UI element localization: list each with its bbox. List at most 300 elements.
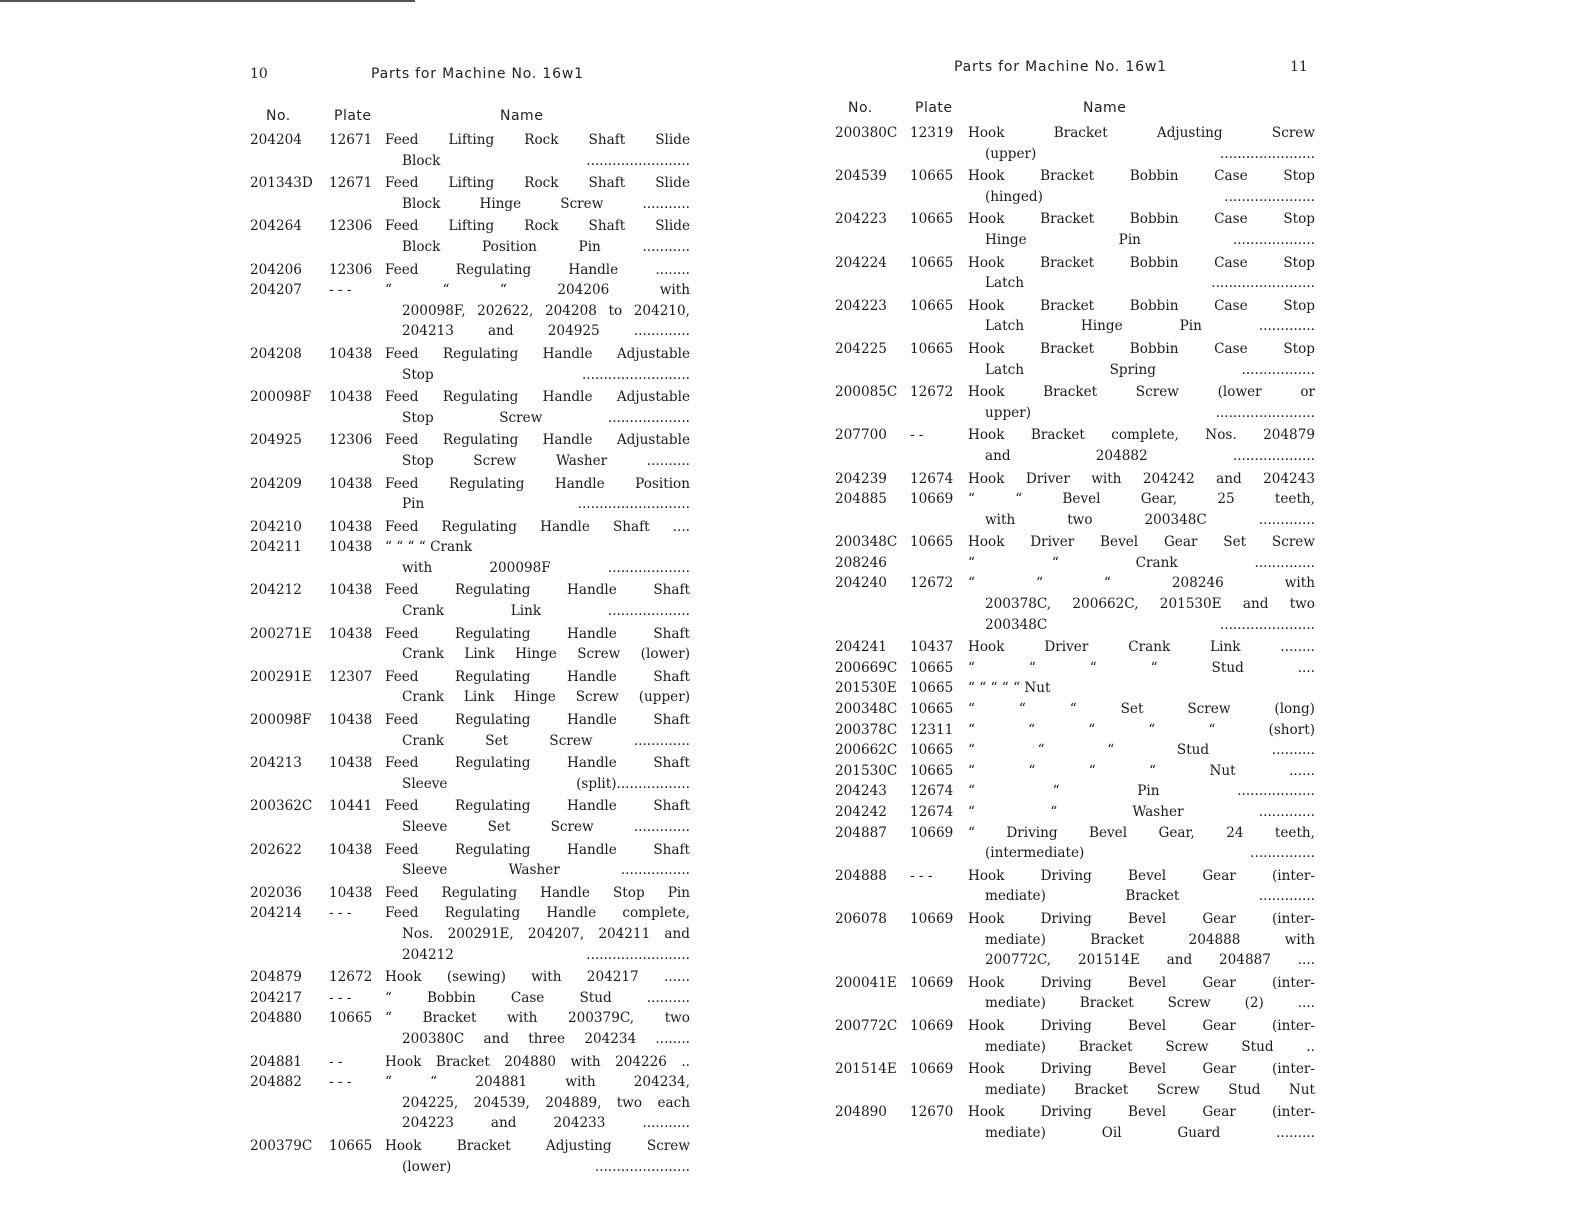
- part-name-line: Feed Regulating Handle Shaft: [385, 755, 690, 772]
- part-number: 200348C: [835, 534, 898, 551]
- plate-number: 10438: [329, 625, 373, 642]
- part-name: [385, 967, 690, 988]
- part-name: [968, 339, 1315, 380]
- part-number: 204213: [250, 755, 302, 772]
- plate-number: 12306: [329, 432, 373, 449]
- part-name: [385, 1052, 690, 1073]
- part-name-line: Block Hinge Screw ...........: [402, 195, 690, 212]
- part-name: [968, 909, 1315, 971]
- part-name-line: Feed Regulating Handle complete,: [385, 905, 690, 922]
- plate-number: 10669: [910, 974, 954, 991]
- part-name-line: Hinge Pin ...................: [985, 231, 1315, 248]
- table-row: [250, 883, 690, 904]
- table-row: [835, 802, 1315, 823]
- part-number: 204204: [250, 132, 302, 148]
- part-number: 208246: [835, 554, 887, 571]
- part-name-line: Feed Regulating Handle Shaft ....: [385, 518, 690, 535]
- part-number: 204239: [835, 470, 887, 487]
- part-number: 204240: [835, 575, 887, 592]
- part-name: [385, 840, 690, 881]
- plate-number: 12672: [910, 384, 954, 401]
- part-name: [385, 173, 690, 214]
- plate-number: 10669: [910, 491, 954, 508]
- plate-number: 10665: [910, 254, 954, 271]
- part-name-line: with two 200348C .............: [985, 511, 1315, 528]
- part-name: [385, 667, 690, 708]
- table-row: [835, 781, 1315, 802]
- table-row: [835, 720, 1315, 741]
- part-name: [385, 280, 690, 342]
- part-name-line: Latch Hinge Pin .............: [985, 318, 1315, 335]
- part-number: 202036: [250, 884, 302, 901]
- part-name-line: Hook Bracket Bobbin Case Stop: [968, 297, 1315, 314]
- part-name-line: 204213 and 204925 .............: [402, 323, 690, 340]
- table-row: [835, 1059, 1315, 1100]
- table-row: [250, 517, 690, 538]
- part-name: [385, 1008, 690, 1049]
- part-name-line: 204223 and 204233 ...........: [402, 1115, 690, 1132]
- plate-number: - -: [329, 1053, 343, 1070]
- part-name: [385, 387, 690, 428]
- part-name: [385, 988, 690, 1009]
- part-name-line: Hook Driving Bevel Gear (inter-: [968, 867, 1315, 884]
- part-name-line: 200378C, 200662C, 201530E and two: [985, 596, 1315, 613]
- part-name: [385, 580, 690, 621]
- part-number: 204881: [250, 1053, 302, 1070]
- part-number: 201530C: [835, 762, 898, 779]
- part-name-line: Hook Bracket Bobbin Case Stop: [968, 340, 1315, 357]
- table-row: [835, 166, 1315, 207]
- part-name-line: “ “ Crank ..............: [968, 554, 1315, 571]
- plate-number: - - -: [910, 867, 933, 884]
- part-name-line: “ “ “ “ “ Nut: [968, 680, 1051, 697]
- part-number: 204890: [835, 1104, 887, 1121]
- table-row: [835, 425, 1315, 466]
- table-row: [250, 667, 690, 708]
- part-number: 202622: [250, 841, 302, 858]
- part-number: 204882: [250, 1074, 302, 1091]
- plate-number: 12306: [329, 218, 373, 235]
- part-name-line: “ “ “ “ Stud ....: [968, 659, 1315, 676]
- part-number: 204217: [250, 989, 302, 1006]
- part-name-line: Hook (sewing) with 204217 ......: [385, 969, 690, 986]
- table-row: [835, 973, 1315, 1014]
- plate-number: 10665: [910, 534, 954, 551]
- part-name-line: 204212 ........................: [402, 946, 690, 963]
- part-name-line: Stop .........................: [402, 366, 690, 383]
- plate-number: 12311: [910, 721, 954, 738]
- column-header-plate: Plate: [915, 100, 953, 116]
- part-number: 200041E: [835, 974, 897, 991]
- part-name: [968, 382, 1315, 423]
- plate-number: 10441: [329, 798, 373, 815]
- plate-number: 12674: [910, 783, 954, 800]
- part-name-line: Feed Regulating Handle Shaft: [385, 668, 690, 685]
- plate-number: 10665: [329, 1137, 373, 1154]
- part-number: 200378C: [835, 721, 898, 738]
- page-number: 10: [250, 66, 268, 82]
- plate-number: 10665: [910, 659, 954, 676]
- plate-number: 10665: [910, 680, 954, 697]
- part-name: [968, 1016, 1315, 1057]
- part-number: 204224: [835, 254, 887, 271]
- plate-number: 10438: [329, 582, 373, 599]
- part-number: 204208: [250, 345, 302, 362]
- part-name: [968, 253, 1315, 294]
- part-name-line: “ “ “ “ “ (short): [968, 721, 1315, 738]
- plate-number: 10669: [910, 1017, 954, 1034]
- table-row: [835, 699, 1315, 720]
- table-row: [835, 909, 1315, 971]
- part-name: [968, 866, 1315, 907]
- part-name-line: Feed Regulating Handle Shaft: [385, 582, 690, 599]
- part-name: [385, 430, 690, 471]
- plate-number: 10665: [910, 762, 954, 779]
- part-name: [968, 973, 1315, 1014]
- part-number: 204211: [250, 539, 302, 556]
- part-name-line: Latch ........................: [985, 275, 1315, 292]
- table-row: [250, 474, 690, 515]
- part-number: 204885: [835, 491, 887, 508]
- table-row: [250, 840, 690, 881]
- part-name-line: (lower) ......................: [402, 1158, 690, 1175]
- part-number: 200362C: [250, 798, 313, 815]
- plate-number: 10665: [910, 340, 954, 357]
- part-name: [385, 344, 690, 385]
- part-name: [968, 553, 1315, 574]
- part-name: [968, 573, 1315, 635]
- part-number: 200291E: [250, 668, 312, 685]
- part-name: [385, 903, 690, 965]
- part-name: [968, 209, 1315, 250]
- part-name-line: Hook Driving Bevel Gear (inter-: [968, 1061, 1315, 1078]
- part-name: [968, 469, 1315, 490]
- part-number: 204888: [835, 867, 887, 884]
- part-name: [968, 166, 1315, 207]
- part-name-line: Feed Regulating Handle Adjustable: [385, 345, 690, 362]
- table-row: [250, 260, 690, 281]
- part-name-line: (upper) ......................: [985, 145, 1315, 162]
- part-name-line: Feed Regulating Handle Shaft: [385, 798, 690, 815]
- parts-list: [250, 130, 690, 1179]
- table-row: [250, 430, 690, 471]
- part-name: [385, 474, 690, 515]
- table-row: [250, 710, 690, 751]
- part-name-line: Feed Lifting Rock Shaft Slide: [385, 218, 690, 235]
- part-number: 204243: [835, 783, 887, 800]
- column-header-name: Name: [1083, 100, 1127, 116]
- part-name-line: Feed Lifting Rock Shaft Slide: [385, 175, 690, 192]
- table-row: [250, 1008, 690, 1049]
- part-name: [968, 1102, 1315, 1143]
- part-name-line: Sleeve (split).................: [402, 775, 690, 792]
- plate-number: 10665: [910, 742, 954, 759]
- part-name: [968, 740, 1315, 761]
- part-number: 204206: [250, 261, 302, 278]
- part-name-line: Latch Spring .................: [985, 361, 1315, 378]
- table-row: [250, 1072, 690, 1134]
- part-name-line: with 200098F ...................: [402, 559, 690, 576]
- part-name-line: “ Bracket with 200379C, two: [385, 1010, 690, 1027]
- plate-number: 10437: [910, 639, 954, 656]
- part-name-line: Crank Set Screw .............: [402, 732, 690, 749]
- plate-number: 12672: [910, 575, 954, 592]
- table-row: [835, 637, 1315, 658]
- plate-number: - - -: [329, 1074, 352, 1091]
- table-row: [250, 216, 690, 257]
- part-name: [385, 1072, 690, 1134]
- plate-number: 10438: [329, 712, 373, 729]
- part-name: [385, 710, 690, 751]
- part-name-line: mediate) Bracket Screw (2) ....: [985, 995, 1315, 1012]
- table-row: [835, 553, 1315, 574]
- part-name-line: Stop Screw Washer ..........: [402, 452, 690, 469]
- part-number: 204264: [250, 218, 302, 235]
- plate-number: [910, 553, 968, 574]
- plate-number: 12672: [329, 969, 373, 986]
- part-name-line: mediate) Oil Guard .........: [985, 1124, 1315, 1141]
- plate-number: 12319: [910, 125, 954, 141]
- plate-number: - -: [910, 427, 924, 444]
- part-number: 200379C: [250, 1137, 313, 1154]
- part-name: [385, 624, 690, 665]
- part-name: [968, 699, 1315, 720]
- plate-number: 10438: [329, 389, 373, 406]
- part-number: 204887: [835, 824, 887, 841]
- table-row: [250, 1052, 690, 1073]
- part-name: [385, 216, 690, 257]
- plate-number: 10665: [910, 701, 954, 718]
- table-row: [835, 866, 1315, 907]
- part-number: 204225: [835, 340, 887, 357]
- table-row: [835, 823, 1315, 864]
- table-row: [250, 280, 690, 342]
- part-name: [385, 537, 690, 578]
- part-name: [968, 1059, 1315, 1100]
- part-number: 204207: [250, 282, 302, 299]
- part-name: [968, 489, 1315, 530]
- part-name: [968, 532, 1315, 553]
- plate-number: 12307: [329, 668, 373, 685]
- plate-number: 12671: [329, 132, 373, 148]
- part-number: 201530E: [835, 680, 897, 697]
- part-name-line: mediate) Bracket Screw Stud Nut: [985, 1081, 1315, 1098]
- part-number: 204880: [250, 1010, 302, 1027]
- part-name: [968, 802, 1315, 823]
- part-name-line: Crank Link Hinge Screw (lower): [402, 646, 690, 663]
- table-row: [835, 1016, 1315, 1057]
- part-name: [968, 761, 1315, 782]
- page-title: Parts for Machine No. 16w1: [371, 66, 584, 82]
- table-row: [835, 678, 1315, 699]
- table-row: [250, 344, 690, 385]
- part-name-line: Feed Regulating Handle Stop Pin: [385, 884, 690, 901]
- part-name: [968, 720, 1315, 741]
- part-name-line: “ “ “ Set Screw (long): [968, 701, 1315, 718]
- table-row: [835, 339, 1315, 380]
- table-row: [835, 469, 1315, 490]
- plate-number: 10438: [329, 345, 373, 362]
- part-name: [385, 753, 690, 794]
- part-number: 207700: [835, 427, 887, 444]
- part-name-line: Block ........................: [402, 152, 690, 169]
- part-number: 204209: [250, 475, 302, 492]
- part-name-line: Sleeve Set Screw .............: [402, 819, 690, 835]
- part-name: [968, 637, 1315, 658]
- part-name-line: Hook Driver with 204242 and 204243: [968, 470, 1315, 487]
- column-header-no: No.: [848, 100, 873, 116]
- part-number: 204214: [250, 905, 302, 922]
- part-number: 200669C: [835, 659, 898, 676]
- part-name-line: Crank Link ...................: [402, 603, 690, 620]
- part-number: 204241: [835, 639, 887, 656]
- part-number: 204210: [250, 518, 302, 535]
- part-name-line: 204225, 204539, 204889, two each: [402, 1094, 690, 1111]
- part-name-line: Block Position Pin ...........: [402, 238, 690, 255]
- part-number: 200098F: [250, 712, 312, 729]
- plate-number: - - -: [329, 282, 352, 299]
- part-name-line: Feed Regulating Handle ........: [385, 261, 690, 278]
- plate-number: 10665: [910, 297, 954, 314]
- plate-number: 12306: [329, 261, 373, 278]
- part-name-line: Feed Lifting Rock Shaft Slide: [385, 132, 690, 148]
- column-header-plate: Plate: [334, 108, 372, 124]
- part-number: 204925: [250, 432, 302, 449]
- part-number: 204223: [835, 211, 887, 228]
- part-name-line: mediate) Bracket .............: [985, 888, 1315, 905]
- part-name-line: “ “ Pin ..................: [968, 783, 1315, 800]
- part-number: 204212: [250, 582, 302, 599]
- part-name-line: 200380C and three 204234 ........: [402, 1030, 690, 1047]
- part-name-line: Sleeve Washer ................: [402, 862, 690, 879]
- part-name-line: “ “ Bevel Gear, 25 teeth,: [968, 491, 1315, 508]
- part-name-line: “ “ “ “ Crank: [385, 539, 473, 556]
- part-name-line: Hook Bracket Bobbin Case Stop: [968, 254, 1315, 271]
- table-row: [835, 740, 1315, 761]
- part-name-line: mediate) Bracket 204888 with: [985, 931, 1315, 948]
- page-title: Parts for Machine No. 16w1: [954, 59, 1167, 75]
- part-name: [385, 517, 690, 538]
- part-number: 204539: [835, 168, 887, 185]
- part-name-line: 200348C ......................: [985, 616, 1315, 633]
- part-name-line: “ Bobbin Case Stud ..........: [385, 989, 690, 1006]
- plate-number: 10669: [910, 910, 954, 927]
- part-name-line: Feed Regulating Handle Shaft: [385, 625, 690, 642]
- table-row: [835, 209, 1315, 250]
- part-name-line: “ “ “ 208246 with: [968, 575, 1315, 592]
- part-name-line: “ “ “ “ Nut ......: [968, 762, 1315, 779]
- part-number: 200085C: [835, 384, 898, 401]
- part-number: 206078: [835, 910, 887, 927]
- part-name-line: Hook Driver Bevel Gear Set Screw: [968, 534, 1315, 551]
- part-name-line: “ Driving Bevel Gear, 24 teeth,: [968, 824, 1315, 841]
- part-name-line: Hook Driving Bevel Gear (inter-: [968, 974, 1315, 991]
- part-number: 200348C: [835, 701, 898, 718]
- part-name: [968, 678, 1315, 699]
- plate-number: 10669: [910, 1061, 954, 1078]
- part-name-line: Hook Bracket complete, Nos. 204879: [968, 427, 1315, 444]
- part-name-line: Nos. 200291E, 204207, 204211 and: [402, 925, 690, 942]
- table-row: [835, 296, 1315, 337]
- plate-number: 10438: [329, 841, 373, 858]
- plate-number: 10438: [329, 518, 373, 535]
- table-row: [835, 573, 1315, 635]
- table-row: [835, 532, 1315, 553]
- part-number: 200380C: [835, 125, 898, 141]
- part-name-line: mediate) Bracket Screw Stud ..: [985, 1038, 1315, 1055]
- part-name-line: “ “ “ Stud ..........: [968, 742, 1315, 759]
- plate-number: - - -: [329, 989, 352, 1006]
- part-name-line: (hinged) .....................: [985, 188, 1315, 205]
- part-name: [968, 781, 1315, 802]
- plate-number: 12674: [910, 470, 954, 487]
- plate-number: - - -: [329, 905, 352, 922]
- part-name: [968, 123, 1315, 164]
- part-number: 200772C: [835, 1017, 898, 1034]
- part-name-line: Pin ..........................: [402, 496, 690, 513]
- parts-list: [835, 123, 1315, 1146]
- part-number: 200662C: [835, 742, 898, 759]
- part-name-line: 200098F, 202622, 204208 to 204210,: [402, 302, 690, 319]
- part-name-line: Hook Bracket Adjusting Screw: [385, 1137, 690, 1154]
- part-name: [385, 260, 690, 281]
- plate-number: 10665: [910, 168, 954, 185]
- part-name: [968, 425, 1315, 466]
- part-name-line: Feed Regulating Handle Shaft: [385, 841, 690, 858]
- column-header-name: Name: [500, 108, 544, 124]
- page-number: 11: [1290, 59, 1308, 75]
- part-name-line: Hook Bracket Bobbin Case Stop: [968, 168, 1315, 185]
- table-row: [835, 658, 1315, 679]
- table-row: [835, 123, 1315, 164]
- part-name: [385, 1136, 690, 1177]
- table-row: [250, 796, 690, 837]
- part-name-line: Hook Bracket Adjusting Screw: [968, 125, 1315, 141]
- part-name-line: Feed Regulating Handle Adjustable: [385, 389, 690, 406]
- table-row: [250, 580, 690, 621]
- column-header-no: No.: [266, 108, 291, 124]
- part-name-line: “ “ “ 204206 with: [385, 282, 690, 299]
- part-number: 204879: [250, 969, 302, 986]
- table-row: [835, 1102, 1315, 1143]
- table-row: [835, 489, 1315, 530]
- part-number: 201514E: [835, 1061, 897, 1078]
- part-number: 204242: [835, 804, 887, 820]
- part-name-line: Feed Regulating Handle Shaft: [385, 712, 690, 729]
- part-name-line: Hook Bracket Bobbin Case Stop: [968, 211, 1315, 228]
- part-name-line: “ “ Washer .............: [968, 804, 1315, 820]
- plate-number: 10665: [329, 1010, 373, 1027]
- part-name: [385, 796, 690, 837]
- part-name-line: Hook Driver Crank Link ........: [968, 639, 1315, 656]
- part-name-line: (intermediate) ...............: [985, 845, 1315, 862]
- part-number: 200098F: [250, 389, 312, 406]
- plate-number: 10438: [329, 539, 373, 556]
- part-name-line: Hook Driving Bevel Gear (inter-: [968, 1017, 1315, 1034]
- table-row: [250, 988, 690, 1009]
- part-name: [968, 296, 1315, 337]
- table-row: [250, 753, 690, 794]
- part-name-line: Hook Driving Bevel Gear (inter-: [968, 910, 1315, 927]
- plate-number: 12674: [910, 804, 954, 820]
- part-name: [385, 130, 690, 171]
- table-row: [835, 761, 1315, 782]
- part-name-line: and 204882 ...................: [985, 447, 1315, 464]
- table-row: [835, 382, 1315, 423]
- part-name-line: 200772C, 201514E and 204887 ....: [985, 952, 1315, 969]
- part-number: 204223: [835, 297, 887, 314]
- table-row: [250, 387, 690, 428]
